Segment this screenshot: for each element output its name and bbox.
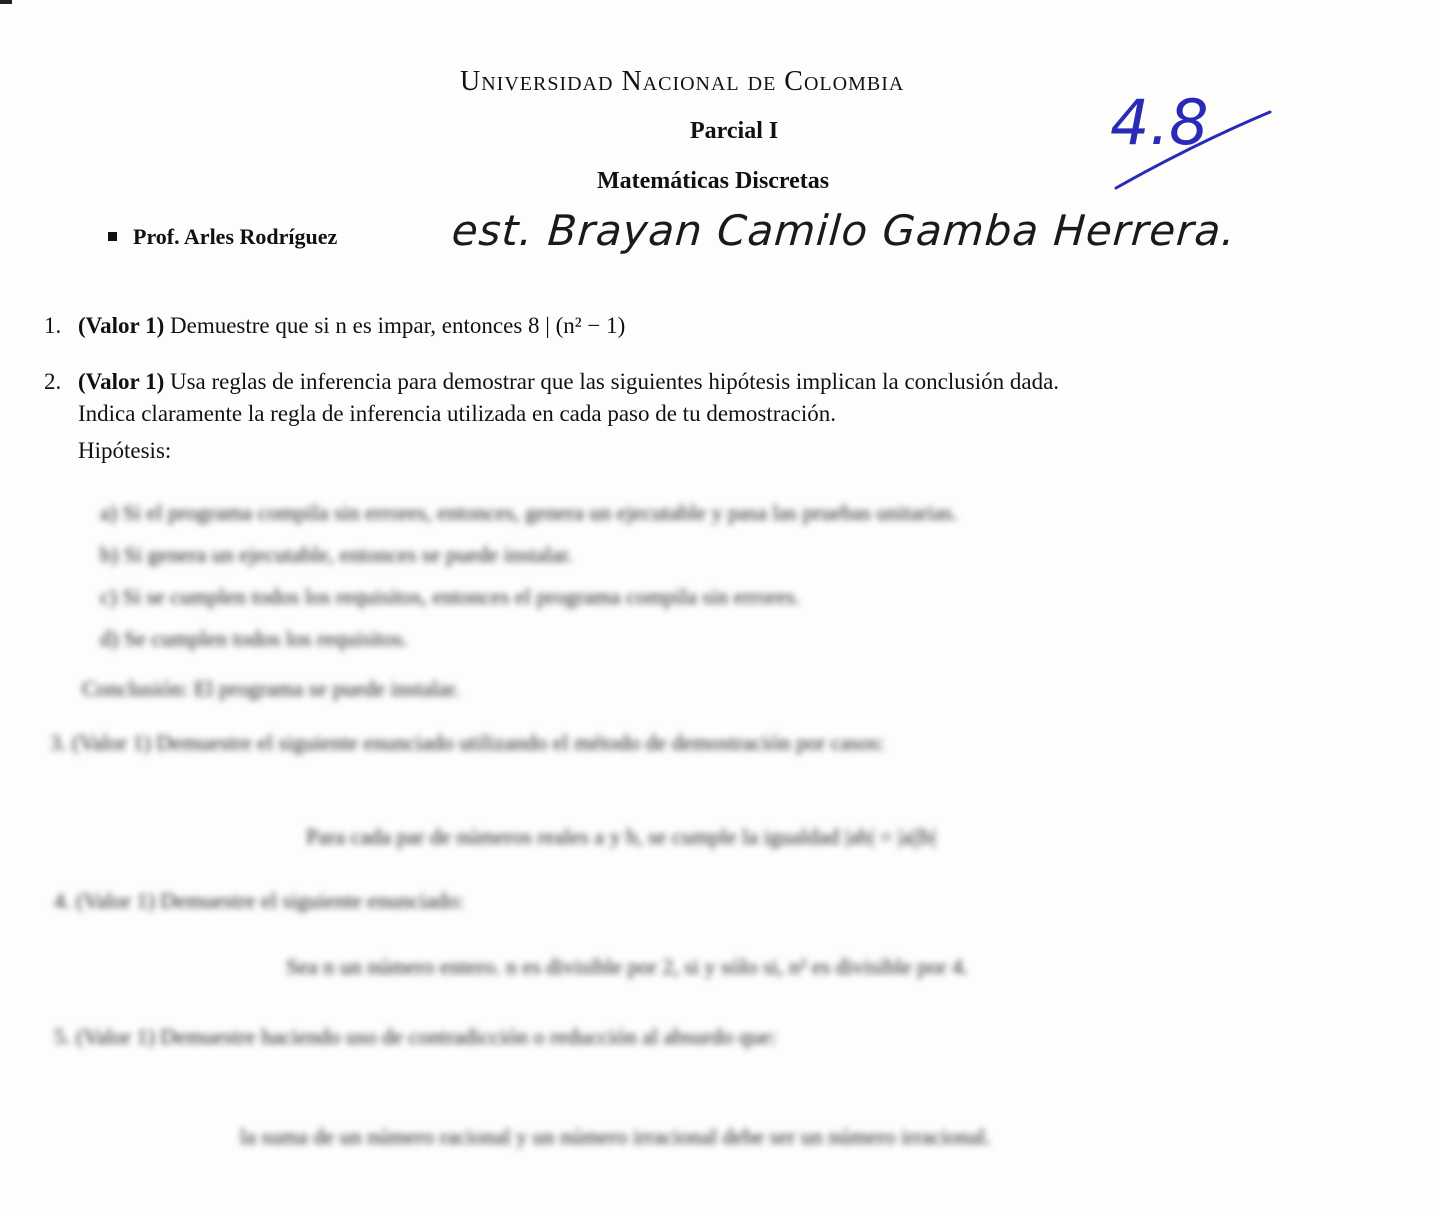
question-5-claim: la suma de un número racional y un número irracional debe ser un número irracional.	[240, 1124, 991, 1149]
hypothesis-d: d) Se cumplen todos los requisitos.	[100, 626, 408, 651]
question-1-number: 1.	[44, 313, 62, 338]
question-1-value: (Valor 1)	[78, 313, 165, 338]
hypothesis-c: c) Si se cumplen todos los requisitos, entonces el programa compila sin errores.	[100, 584, 801, 609]
exam-title: Parcial I	[690, 118, 779, 144]
university-title: Universidad Nacional de Colombia	[460, 66, 905, 97]
question-2-text-line1: Usa reglas de inferencia para demostrar que las siguientes hipótesis implican la conclusión dada.	[170, 369, 1060, 394]
hypothesis-a: a) Si el programa compila sin errores, entonces, genera un ejecutable y pasa las pruebas unitarias.	[100, 500, 958, 525]
hypothesis-b: b) Si genera un ejecutable, entonces se puede instalar.	[100, 542, 573, 567]
bullet-icon	[108, 232, 117, 241]
grade-handwritten: 4.8	[1110, 86, 1209, 159]
question-2-number: 2.	[44, 369, 62, 394]
student-name-handwritten: est. Brayan Camilo Gamba Herrera.	[450, 206, 1238, 255]
question-1-text: Demuestre que si n es impar, entonces 8 | (n² − 1)	[170, 313, 626, 338]
question-3-claim: Para cada par de números reales a y b, se cumple la igualdad |ab| = |a||b|	[306, 824, 937, 849]
conclusion: Conclusión: El programa se puede instalar.	[82, 676, 460, 701]
grade-underline-stroke	[1104, 84, 1284, 204]
question-3: 3. (Valor 1) Demuestre el siguiente enunciado utilizando el método de demostración por casos:	[50, 730, 885, 755]
professor-line	[108, 224, 337, 250]
question-2-value: (Valor 1)	[78, 369, 165, 394]
question-1	[44, 313, 625, 339]
scan-corner-mark	[0, 0, 12, 4]
question-2	[44, 366, 1384, 430]
professor-name: Prof. Arles Rodríguez	[133, 224, 338, 249]
question-4-claim: Sea n un número entero. n es divisible por 2, si y sólo si, n² es divisible por 4.	[286, 954, 969, 979]
course-title: Matemáticas Discretas	[597, 168, 830, 194]
grade-mark	[1104, 84, 1284, 204]
question-5: 5. (Valor 1) Demuestre haciendo uso de contradicción o reducción al absurdo que:	[54, 1024, 777, 1049]
question-2-text-line2: Indica claramente la regla de inferencia utilizada en cada paso de tu demostración.	[78, 401, 836, 426]
question-4: 4. (Valor 1) Demuestre el siguiente enunciado:	[54, 888, 464, 913]
hypotheses-title: Hipótesis:	[78, 438, 172, 463]
